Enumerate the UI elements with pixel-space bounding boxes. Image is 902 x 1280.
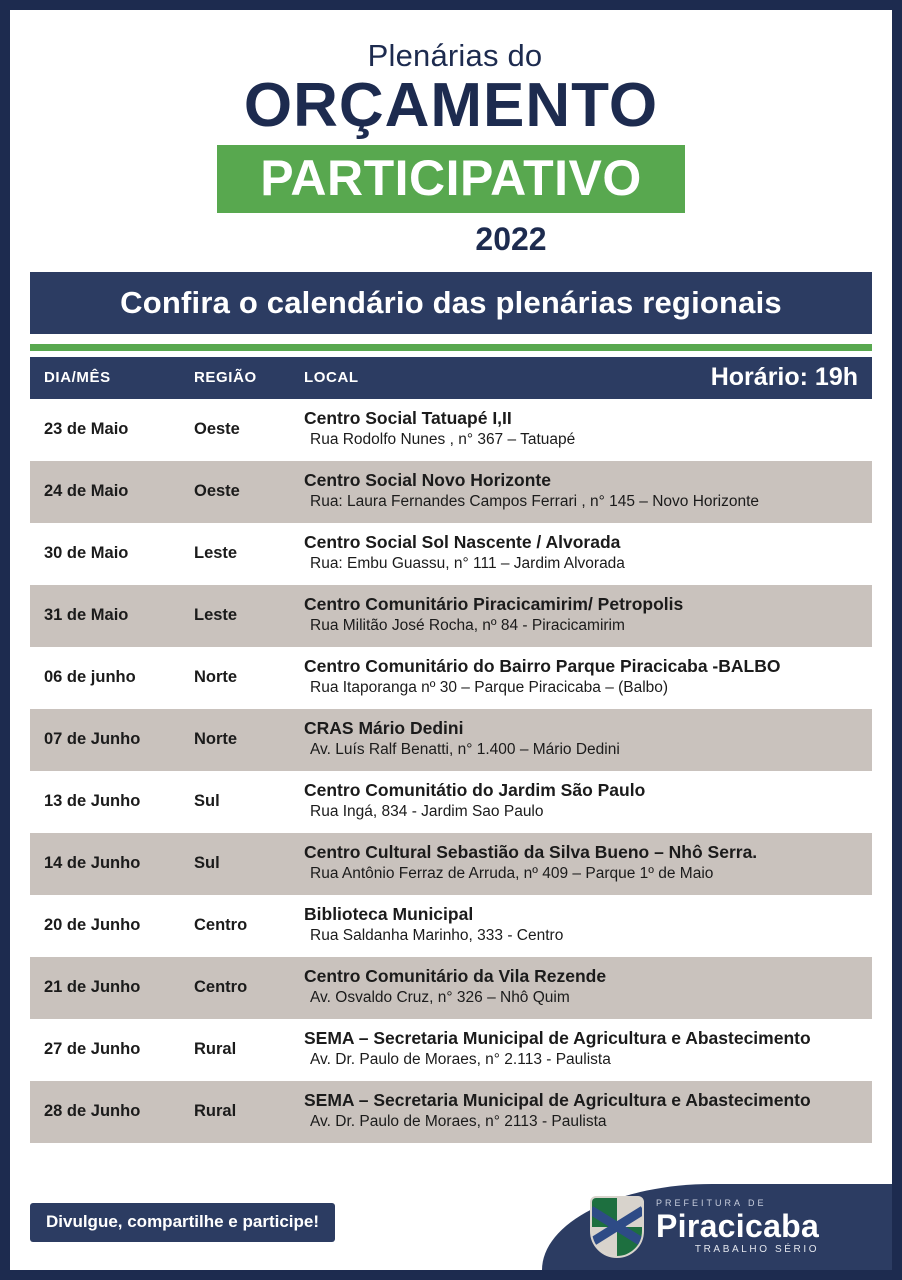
table-row bbox=[30, 771, 872, 833]
cell-date: 27 de Junho bbox=[44, 1039, 141, 1058]
cell-local-place: Centro Comunitário do Bairro Parque Piracicaba -BALBO bbox=[304, 655, 781, 676]
table-row bbox=[30, 709, 872, 771]
cell-date: 14 de Junho bbox=[44, 853, 141, 872]
cell-local-place: CRAS Mário Dedini bbox=[304, 717, 464, 738]
cell-date: 28 de Junho bbox=[44, 1101, 141, 1120]
cell-date: 24 de Maio bbox=[44, 481, 129, 500]
cell-local-address: Rua: Embu Guassu, n° 111 – Jardim Alvorada bbox=[310, 554, 625, 572]
table-row bbox=[30, 895, 872, 957]
cell-date: 06 de junho bbox=[44, 667, 136, 686]
poster-header bbox=[10, 10, 892, 258]
cell-local bbox=[304, 470, 858, 513]
cell-local-address: Rua Rodolfo Nunes , n° 367 – Tatuapé bbox=[310, 430, 576, 448]
cell-local-address: Rua Saldanha Marinho, 333 - Centro bbox=[310, 926, 564, 944]
logo-slogan: TRABALHO SÉRIO bbox=[694, 1244, 820, 1255]
cell-date: 07 de Junho bbox=[44, 729, 141, 748]
cell-local-address: Av. Dr. Paulo de Moraes, n° 2.113 - Paulista bbox=[310, 1050, 611, 1068]
green-divider bbox=[30, 344, 872, 351]
cell-local bbox=[304, 1028, 858, 1071]
cell-region: Leste bbox=[194, 605, 238, 624]
cell-local-address: Rua Ingá, 834 - Jardim Sao Paulo bbox=[310, 802, 544, 820]
logo-prefecture-label: PREFEITURA DE bbox=[656, 1198, 767, 1208]
cell-local bbox=[304, 656, 858, 699]
cell-region: Norte bbox=[194, 667, 238, 686]
cell-region: Leste bbox=[194, 543, 238, 562]
header-subtitle: PARTICIPATIVO bbox=[260, 149, 642, 206]
column-header-local: LOCAL bbox=[304, 369, 359, 387]
cell-local bbox=[304, 408, 858, 451]
cell-local bbox=[304, 904, 858, 947]
logo-city-name: Piracicaba bbox=[656, 1208, 820, 1244]
table-row bbox=[30, 647, 872, 709]
cell-region: Sul bbox=[194, 853, 220, 872]
header-title: ORÇAMENTO bbox=[243, 70, 659, 140]
cell-date: 31 de Maio bbox=[44, 605, 129, 624]
share-cta[interactable]: Divulgue, compartilhe e participe! bbox=[30, 1203, 335, 1242]
cell-region: Centro bbox=[194, 977, 248, 996]
cell-local-address: Av. Luís Ralf Benatti, n° 1.400 – Mário Dedini bbox=[310, 740, 620, 758]
cell-local-place: Centro Comunitátio do Jardim São Paulo bbox=[304, 779, 646, 800]
header-pre-title: Plenárias do bbox=[367, 38, 543, 73]
table-body bbox=[30, 399, 872, 1143]
banner bbox=[30, 272, 872, 334]
banner-text: Confira o calendário das plenárias regionais bbox=[120, 284, 782, 320]
poster-footer bbox=[10, 1178, 892, 1270]
table-row bbox=[30, 585, 872, 647]
table-row bbox=[30, 833, 872, 895]
city-logo bbox=[542, 1184, 892, 1270]
cell-local-place: Biblioteca Municipal bbox=[304, 903, 474, 924]
cell-date: 23 de Maio bbox=[44, 419, 129, 438]
table-row bbox=[30, 523, 872, 585]
cell-region: Oeste bbox=[194, 419, 240, 438]
cell-region: Oeste bbox=[194, 481, 240, 500]
table-row bbox=[30, 1081, 872, 1143]
table-row bbox=[30, 1019, 872, 1081]
table-row bbox=[30, 461, 872, 523]
logo-text-block bbox=[656, 1199, 819, 1255]
header-year: 2022 bbox=[475, 220, 547, 257]
cell-local bbox=[304, 966, 858, 1009]
table-row bbox=[30, 399, 872, 461]
coat-of-arms-icon bbox=[590, 1196, 644, 1258]
cell-local-place: Centro Social Sol Nascente / Alvorada bbox=[304, 531, 621, 552]
cell-local-place: Centro Comunitário da Vila Rezende bbox=[304, 965, 607, 986]
cell-local bbox=[304, 1090, 858, 1133]
cell-region: Centro bbox=[194, 915, 248, 934]
header-subtitle-band bbox=[217, 145, 685, 213]
cell-local-address: Rua Antônio Ferraz de Arruda, nº 409 – Parque 1º de Maio bbox=[310, 864, 714, 882]
cell-local-place: Centro Social Novo Horizonte bbox=[304, 469, 551, 490]
poster-inner bbox=[10, 10, 892, 1270]
cell-local bbox=[304, 718, 858, 761]
table-row bbox=[30, 957, 872, 1019]
column-header-date: DIA/MÊS bbox=[44, 369, 111, 387]
cell-local-place: Centro Social Tatuapé I,II bbox=[304, 407, 512, 428]
cell-local bbox=[304, 842, 858, 885]
cell-local-address: Rua Militão José Rocha, nº 84 - Piracicamirim bbox=[310, 616, 625, 634]
cell-local-address: Av. Dr. Paulo de Moraes, n° 2113 - Paulista bbox=[310, 1112, 607, 1130]
cell-local-place: SEMA – Secretaria Municipal de Agricultura e Abastecimento bbox=[304, 1089, 811, 1110]
cell-local-address: Rua: Laura Fernandes Campos Ferrari , n° 145 – Novo Horizonte bbox=[310, 492, 760, 510]
cell-region: Norte bbox=[194, 729, 238, 748]
cell-local-place: Centro Cultural Sebastião da Silva Bueno – Nhô Serra. bbox=[304, 841, 758, 862]
cell-region: Sul bbox=[194, 791, 220, 810]
cell-local-place: SEMA – Secretaria Municipal de Agricultura e Abastecimento bbox=[304, 1027, 811, 1048]
cell-local bbox=[304, 594, 858, 637]
cell-local bbox=[304, 780, 858, 823]
column-header-region: REGIÃO bbox=[194, 369, 257, 387]
cell-region: Rural bbox=[194, 1101, 237, 1120]
cell-local-place: Centro Comunitário Piracicamirim/ Petropolis bbox=[304, 593, 684, 614]
schedule-table bbox=[30, 357, 872, 1143]
cell-date: 30 de Maio bbox=[44, 543, 129, 562]
cell-local-address: Rua Itaporanga nº 30 – Parque Piracicaba – (Balbo) bbox=[310, 678, 669, 696]
cell-local-address: Av. Osvaldo Cruz, n° 326 – Nhô Quim bbox=[310, 988, 570, 1006]
cell-date: 13 de Junho bbox=[44, 791, 141, 810]
column-header-time: Horário: 19h bbox=[710, 363, 858, 392]
cell-date: 21 de Junho bbox=[44, 977, 141, 996]
table-header-row bbox=[30, 357, 872, 399]
cell-local bbox=[304, 532, 858, 575]
cell-date: 20 de Junho bbox=[44, 915, 141, 934]
cell-region: Rural bbox=[194, 1039, 237, 1058]
